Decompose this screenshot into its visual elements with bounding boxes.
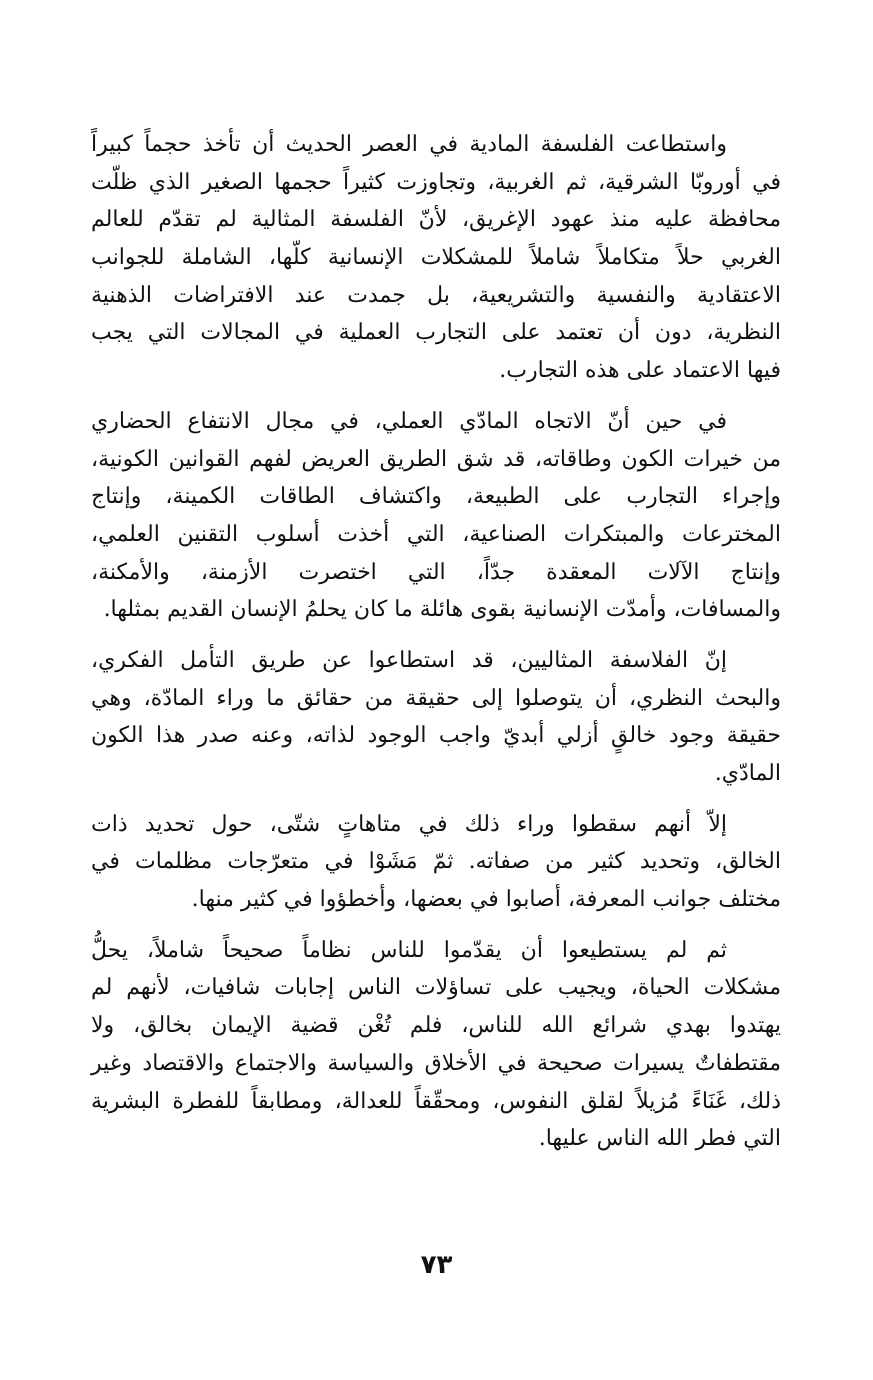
text-line: في حين أنّ الاتجاه المادّي العملي، في مجال الانتفاع الحضاري bbox=[91, 408, 727, 434]
body-text bbox=[91, 126, 781, 1158]
text-line: ذلك، غَنَاءً مُزيلاً لقلق النفوس، ومحقّقاً للعدالة، ومطابقاً للفطرة البشرية bbox=[91, 1088, 781, 1114]
paragraph-1 bbox=[91, 126, 781, 390]
text-line: المادّي. bbox=[714, 761, 781, 786]
paragraph-4 bbox=[91, 806, 781, 919]
text-line: الاعتقادية والنفسية والتشريعية، بل جمدت عند الافتراضات الذهنية bbox=[91, 282, 781, 308]
text-line: إلاّ أنهم سقطوا وراء ذلك في متاهاتٍ شتّى، حول تحديد ذات bbox=[91, 811, 727, 837]
text-line: محافظة عليه منذ عهود الإغريق، لأنّ الفلسفة المثالية لم تقدّم للعالم bbox=[91, 207, 781, 233]
text-line: حقيقة وجود خالقٍ أزلي أبديّ واجب الوجود لذاته، وعنه صدر هذا الكون bbox=[91, 723, 781, 749]
text-line: المخترعات والمبتكرات الصناعية، التي أخذت أسلوب التقنين العلمي، bbox=[91, 521, 781, 547]
text-line: مختلف جوانب المعرفة، أصابوا في بعضها، وأخطؤوا في كثير منها. bbox=[191, 887, 781, 913]
text-line: النظرية، دون أن تعتمد على التجارب العملية في المجالات التي يجب bbox=[91, 320, 781, 346]
text-line: من خيرات الكون وطاقاته، قد شق الطريق العريض لفهم القوانين الكونية، bbox=[91, 446, 781, 472]
text-line: والبحث النظري، أن يتوصلوا إلى حقيقة من حقائق ما وراء المادّة، وهي bbox=[91, 685, 781, 711]
text-line: في أوروبّا الشرقية، ثم الغربية، وتجاوزت كثيراً حجمها الصغير الذي ظلّت bbox=[91, 169, 781, 195]
text-line: والمسافات، وأمدّت الإنسانية بقوى هائلة ما كان يحلمُ الإنسان القديم بمثلها. bbox=[103, 597, 781, 623]
text-line: إنّ الفلاسفة المثاليين، قد استطاعوا عن طريق التأمل الفكري، bbox=[91, 647, 727, 673]
text-line: وإجراء التجارب على الطبيعة، واكتشاف الطاقات الكمينة، وإنتاج bbox=[91, 484, 781, 510]
text-line: واستطاعت الفلسفة المادية في العصر الحديث أن تأخذ حجماً كبيراً bbox=[91, 132, 727, 157]
text-line: ثم لم يستطيعوا أن يقدّموا للناس نظاماً صحيحاً شاملاً، يحلُّ bbox=[91, 937, 727, 963]
text-line: مشكلات الحياة، ويجيب على تساؤلات الناس إجابات شافيات، لأنهم لم bbox=[91, 975, 781, 1001]
text-line: الخالق، وتحديد كثير من صفاته. ثمّ مَشَوْا في متعرّجات مظلمات في bbox=[91, 849, 781, 875]
text-line: مقتطفاتٌ يسيرات صحيحة في الأخلاق والسياسة والاجتماع والاقتصاد وغير bbox=[91, 1050, 781, 1076]
text-line: التي فطر الله الناس عليها. bbox=[538, 1126, 781, 1152]
paragraph-2 bbox=[91, 403, 781, 629]
text-line: فيها الاعتماد على هذه التجارب. bbox=[499, 358, 781, 384]
text-line: وإنتاج الآلات المعقدة جدّاً، التي اختصرت الأزمنة، والأمكنة، bbox=[91, 559, 781, 585]
text-line: الغربي حلاً متكاملاً شاملاً للمشكلات الإنسانية كلّها، الشاملة للجوانب bbox=[91, 245, 781, 271]
page-number: ٧٣ bbox=[420, 1250, 453, 1280]
paragraph-5 bbox=[91, 932, 781, 1158]
paragraph-3 bbox=[91, 642, 781, 793]
text-line: يهتدوا بهدي شرائع الله للناس، فلم تُغْن قضية الإيمان بخالق، ولا bbox=[91, 1013, 781, 1039]
